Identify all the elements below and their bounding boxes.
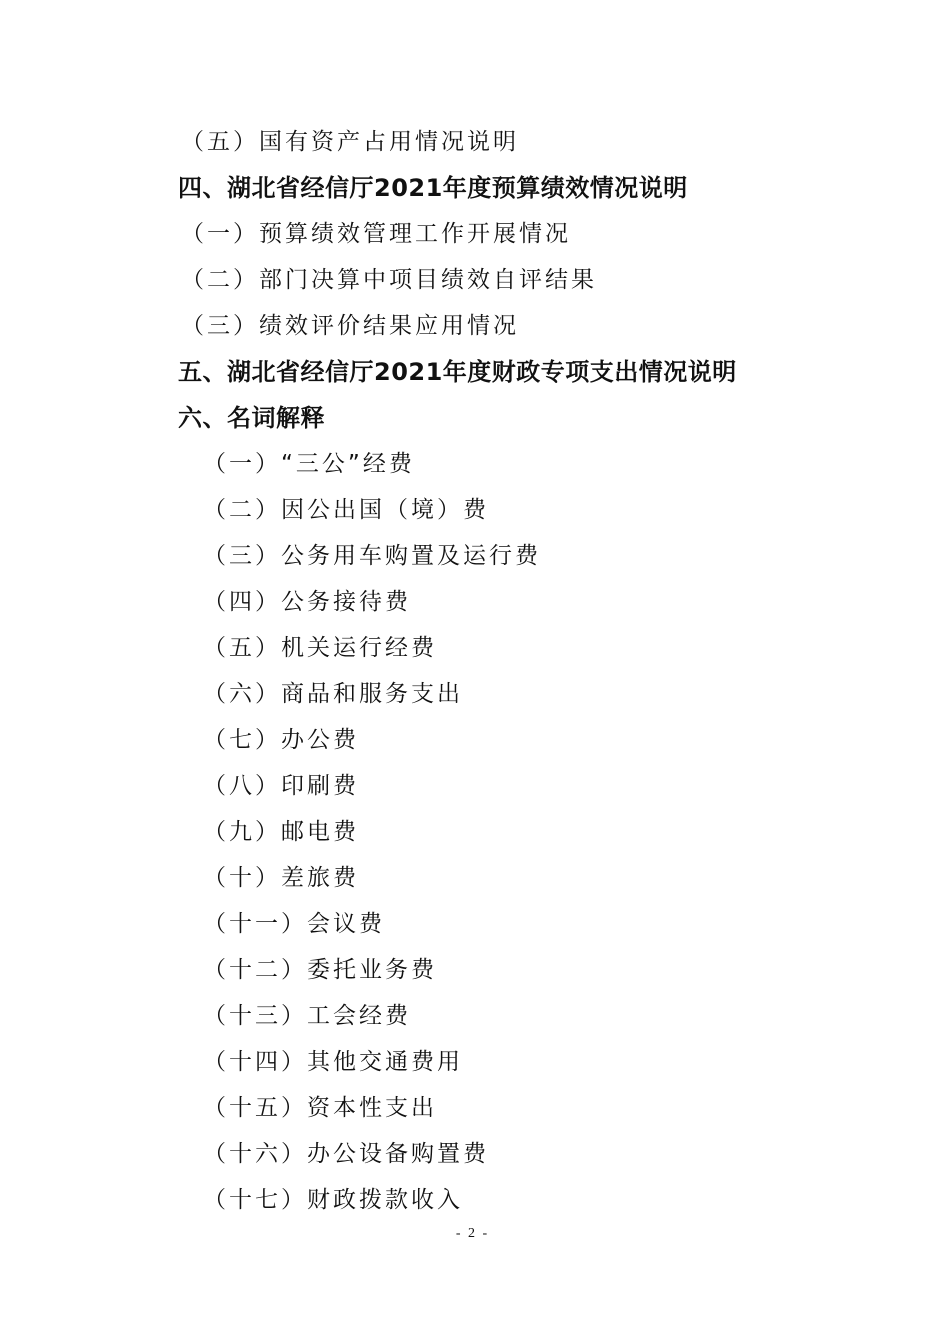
page-number: - 2 - [455, 1226, 490, 1241]
subsection-heading: （五）国有资产占用情况说明 [181, 129, 519, 155]
term-item: （十三）工会经费 [203, 1003, 411, 1029]
term-item: （九）邮电费 [203, 819, 359, 845]
term-item: （十六）办公设备购置费 [203, 1141, 489, 1167]
term-item: （十四）其他交通费用 [203, 1049, 463, 1075]
term-item: （二）因公出国（境）费 [203, 497, 489, 523]
term-item: （十五）资本性支出 [203, 1095, 437, 1121]
term-item: （十二）委托业务费 [203, 957, 437, 983]
term-item: （四）公务接待费 [203, 589, 411, 615]
term-item: （十七）财政拨款收入 [203, 1187, 463, 1213]
section-heading: 六、名词解释 [178, 404, 325, 432]
term-item: （五）机关运行经费 [203, 635, 437, 661]
subsection-heading: （三）绩效评价结果应用情况 [181, 313, 519, 339]
section-heading: 五、湖北省经信厅2021年度财政专项支出情况说明 [178, 358, 737, 386]
term-item: （六）商品和服务支出 [203, 681, 463, 707]
section-heading: 四、湖北省经信厅2021年度预算绩效情况说明 [178, 174, 688, 202]
term-item: （三）公务用车购置及运行费 [203, 543, 541, 569]
subsection-heading: （二）部门决算中项目绩效自评结果 [181, 267, 597, 293]
term-item: （一）“三公”经费 [203, 451, 415, 477]
subsection-heading: （一）预算绩效管理工作开展情况 [181, 221, 571, 247]
term-item: （八）印刷费 [203, 773, 359, 799]
term-item: （十）差旅费 [203, 865, 359, 891]
term-item: （十一）会议费 [203, 911, 385, 937]
term-item: （七）办公费 [203, 727, 359, 753]
